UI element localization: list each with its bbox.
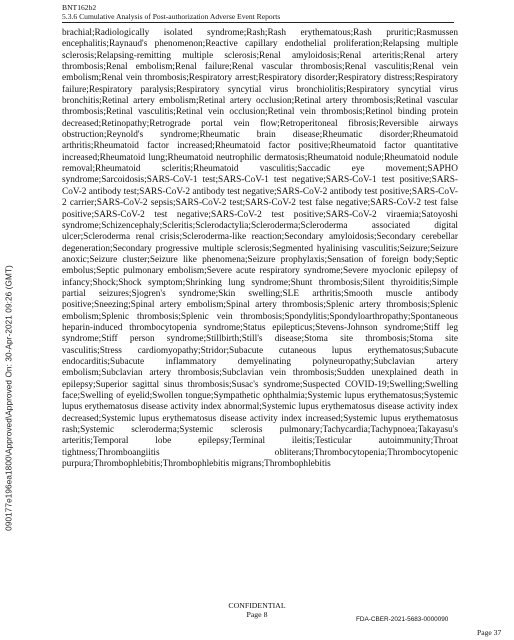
confidential-label: CONFIDENTIAL xyxy=(228,601,286,610)
page-label: Page 8 xyxy=(246,610,268,619)
header-rule xyxy=(62,22,454,23)
adverse-event-list: brachial;Radiologically isolated syndrome;Rash;Rash erythematous;Rash pruritic;Rasmussen encephalitis;Raynaud's phenomenon;Reactive capillary endothelial proliferation;Relapsing multiple sclerosis;Relapsing-remitting multiple sclerosis;Renal amyloidosis;Renal arteritis;Renal artery thrombosis;Renal embolism;Renal failure;Renal vascular thrombosis;Renal vasculitis;Renal vein embolism;Renal vein thrombosis;Respiratory arrest;Respiratory disorder;Respiratory distress;Respiratory failure;Respiratory paralysis;Respiratory syncytial virus bronchiolitis;Respiratory syncytial virus bronchitis;Retinal artery embolism;Retinal artery occlusion;Retinal artery thrombosis;Retinal vascular thrombosis;Retinal vasculitis;Retinal vein occlusion;Retinal vein thrombosis;Retinol binding protein decreased;Retinopathy;Retrograde portal vein flow;Retroperitoneal fibrosis;Reversible airways obstruction;Reynold's syndrome;Rheumatic brain disease;Rheumatic disorder;Rheumatoid arthritis;Rheumatoid factor increased;Rheumatoid factor positive;Rheumatoid factor quantitative increased;Rheumatoid lung;Rheumatoid neutrophilic dermatosis;Rheumatoid nodule;Rheumatoid nodule removal;Rheumatoid scleritis;Rheumatoid vasculitis;Saccadic eye movement;SAPHO syndrome;Sarcoidosis;SARS-CoV-1 test;SARS-CoV-1 test negative;SARS-CoV-1 test positive;SARS-CoV-2 antibody test;SARS-CoV-2 antibody test negative;SARS-CoV-2 antibody test positive;SARS-CoV-2 carrier;SARS-CoV-2 sepsis;SARS-CoV-2 test;SARS-CoV-2 test false negative;SARS-CoV-2 test false positive;SARS-CoV-2 test negative;SARS-CoV-2 test positive;SARS-CoV-2 viraemia;Satoyoshi syndrome;Schizencephaly;Scleritis;Sclerodactylia;Scleroderma;Scleroderma associated digital ulcer;Scleroderma renal crisis;Scleroderma-like reaction;Secondary amyloidosis;Secondary cerebellar degeneration;Secondary progressive multiple sclerosis;Segmented hyalinising vasculitis;Seizure;Seizure anoxic;Seizure cluster;Seizure like phenomena;Seizure prophylaxis;Sensation of foreign body;Septic embolus;Septic pulmonary embolism;Severe acute respiratory syndrome;Severe myoclonic epilepsy of infancy;Shock;Shock symptom;Shrinking lung syndrome;Shunt thrombosis;Silent thyroiditis;Simple partial seizures;Sjogren's syndrome;Skin swelling;SLE arthritis;Smooth muscle antibody positive;Sneezing;Spinal artery embolism;Spinal artery thrombosis;Splenic artery thrombosis;Splenic embolism;Splenic thrombosis;Splenic vein thrombosis;Spondylitis;Spondyloarthropathy;Spontaneous heparin-induced thrombocytopenia syndrome;Status epilepticus;Stevens-Johnson syndrome;Stiff leg syndrome;Stiff person syndrome;Stillbirth;Still's disease;Stoma site thrombosis;Stoma site vasculitis;Stress cardiomyopathy;Stridor;Subacute cutaneous lupus erythematosus;Subacute endocarditis;Subacute inflammatory demyelinating polyneuropathy;Subclavian artery embolism;Subclavian artery thrombosis;Subclavian vein thrombosis;Sudden unexplained death in epilepsy;Superior sagittal sinus thrombosis;Susac's syndrome;Suspected COVID-19;Swelling;Swelling face;Swelling of eyelid;Swollen tongue;Sympathetic ophthalmia;Systemic lupus erythematosus;Systemic lupus erythematosus disease activity index abnormal;Systemic lupus erythematosus disease activity index decreased;Systemic lupus erythematosus disease activity index increased;Systemic lupus erythematosus rash;Systemic scleroderma;Systemic sclerosis pulmonary;Tachycardia;Tachypnoea;Takayasu's arteritis;Temporal lobe epilepsy;Terminal ileitis;Testicular autoimmunity;Throat tightness;Thromboangiitis obliterans;Thrombocytopenia;Thrombocytopenic purpura;Thrombophlebitis;Thrombophlebitis migrans;Thrombophlebitis xyxy=(62,28,458,470)
page-number: Page 37 xyxy=(477,628,502,637)
document-id: BNT162b2 xyxy=(62,3,97,12)
approval-sidebar xyxy=(2,170,16,625)
bates-number: FDA-CBER-2021-5683-0000090 xyxy=(356,616,449,623)
approval-stamp: 090177e196ea1800\Approved\Approved On: 30-Apr-2021 09:26 (GMT) xyxy=(4,264,14,531)
section-title: 5.3.6 Cumulative Analysis of Post-authorization Adverse Event Reports xyxy=(62,12,281,21)
